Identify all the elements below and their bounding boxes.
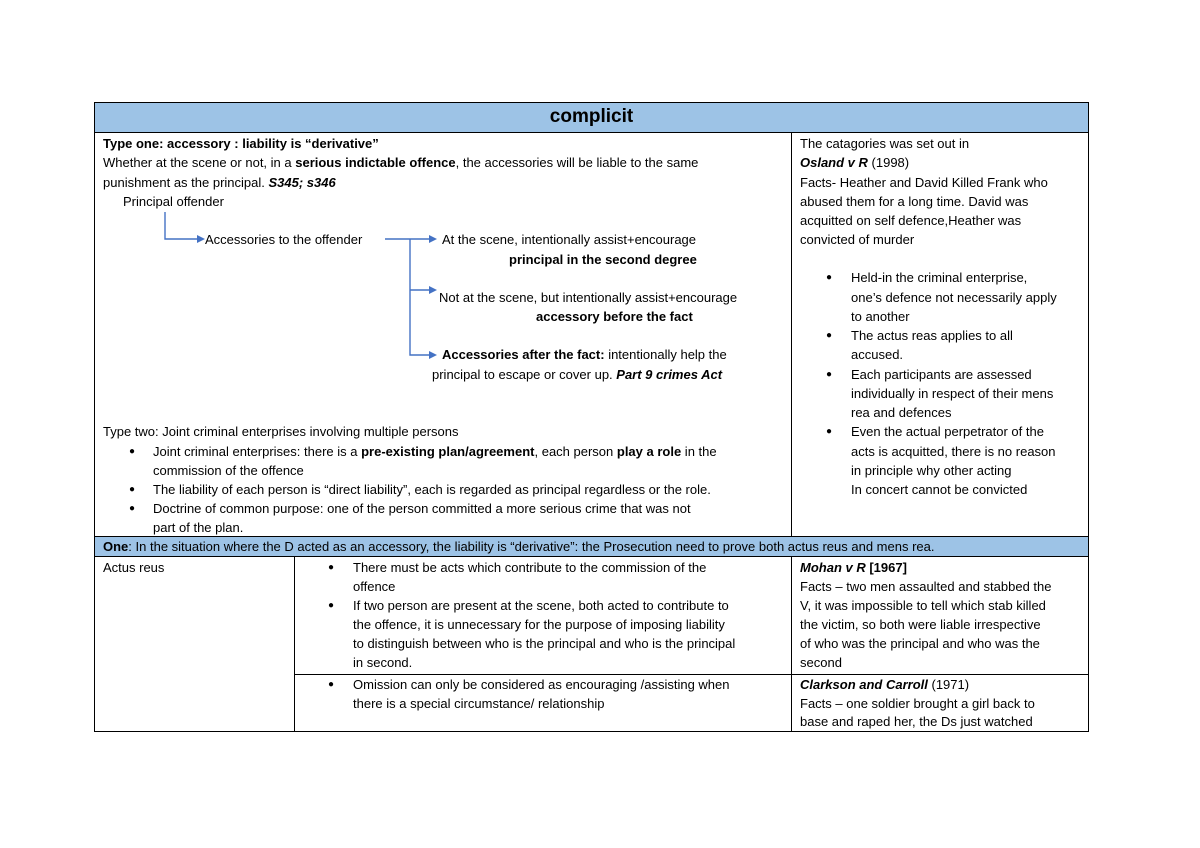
osland-bullet-line: rea and defences	[851, 405, 952, 420]
arrow-trunk	[410, 239, 430, 355]
branch-after-fact: Accessories after the fact: intentionally help the	[442, 347, 727, 362]
branch-not-at-scene: Not at the scene, but intentionally assist+encourage	[439, 290, 738, 305]
bullet-icon: ●	[328, 679, 335, 690]
type-one-line2: punishment as the principal. S345; s346	[103, 175, 336, 190]
type-one-heading: Type one: accessory : liability is “derivative”	[103, 136, 379, 151]
type-two-bullet3-line2: part of the plan.	[153, 520, 244, 535]
bullet-icon: ●	[826, 369, 833, 380]
mohan-facts-line: V, it was impossible to tell which stab killed	[800, 598, 1046, 613]
one-row-text: One: In the situation where the D acted as an accessory, the liability is “derivative”: the Prosecution need to prove both actus reus and mens rea.	[103, 539, 935, 554]
arrowhead-4	[429, 351, 437, 359]
osland-bullet-line: accused.	[851, 347, 904, 362]
osland-bullet-line: Held-in the criminal enterprise,	[851, 270, 1028, 285]
mohan-facts-line: the victim, so both were liable irrespective	[800, 617, 1041, 632]
osland-bullet-line: Each participants are assessed	[851, 367, 1032, 382]
page-title: complicit	[549, 106, 634, 127]
accessories-to-offender-label: Accessories to the offender	[205, 232, 363, 247]
osland-bullet-line: Even the actual perpetrator of the	[851, 424, 1044, 439]
omission-bullet-line: there is a special circumstance/ relationship	[353, 696, 605, 711]
type-two-heading: Type two: Joint criminal enterprises involving multiple persons	[103, 424, 459, 439]
osland-bullet-line: one’s defence not necessarily apply	[851, 290, 1057, 305]
omission-bullet-line: Omission can only be considered as encouraging /assisting when	[353, 677, 730, 692]
osland-bullet-line: acts is acquitted, there is no reason	[851, 444, 1056, 459]
clarkson-facts-line: base and raped her, the Ds just watched	[800, 714, 1033, 729]
arrow-principal-to-accessories	[165, 212, 198, 239]
osland-facts-line: abused them for a long time. David was	[800, 194, 1029, 209]
mohan-facts-line: Facts – two men assaulted and stabbed the	[800, 579, 1052, 594]
actus-bullet-line: in second.	[353, 655, 413, 670]
osland-facts-line: acquitted on self defence,Heather was	[800, 213, 1022, 228]
bullet-icon: ●	[328, 562, 335, 573]
actus-reus-label: Actus reus	[103, 560, 165, 575]
categories-intro: The catagories was set out in	[800, 136, 970, 151]
type-two-bullet2: The liability of each person is “direct liability”, each is regarded as principal regardless or the role.	[153, 482, 711, 497]
osland-case: Osland v R (1998)	[800, 155, 910, 170]
bullet-icon: ●	[826, 330, 833, 341]
arrowhead-1	[197, 235, 205, 243]
osland-bullet-line: The actus reas applies to all	[851, 328, 1013, 343]
bullet-icon: ●	[129, 503, 136, 514]
osland-facts-line: Facts- Heather and David Killed Frank who	[800, 175, 1048, 190]
actus-bullet-line: If two person are present at the scene, both acted to contribute to	[353, 598, 729, 613]
mohan-facts-line: of who was the principal and who was the	[800, 636, 1040, 651]
clarkson-facts-line: Facts – one soldier brought a girl back to	[800, 696, 1035, 711]
actus-bullet-line: There must be acts which contribute to the commission of the	[353, 560, 707, 575]
clarkson-case: Clarkson and Carroll (1971)	[800, 677, 970, 692]
osland-bullet-line: In concert cannot be convicted	[851, 482, 1028, 497]
arrowhead-3	[429, 286, 437, 294]
osland-bullet-line: to another	[851, 309, 910, 324]
branch-at-scene-term: principal in the second degree	[509, 252, 697, 267]
bullet-icon: ●	[129, 446, 136, 457]
osland-bullet-line: in principle why other acting	[851, 463, 1012, 478]
mohan-case: Mohan v R [1967]	[800, 560, 907, 575]
branch-not-at-scene-term: accessory before the fact	[536, 309, 693, 324]
bullet-icon: ●	[826, 426, 833, 437]
bullet-icon: ●	[328, 600, 335, 611]
principal-offender-label: Principal offender	[123, 194, 224, 209]
arrowhead-2	[429, 235, 437, 243]
bullet-icon: ●	[129, 484, 136, 495]
mohan-facts-line: second	[800, 655, 842, 670]
type-one-line1: Whether at the scene or not, in a serious indictable offence, the accessories will be liable to the same	[103, 155, 699, 170]
actus-bullet-line: the offence, it is unnecessary for the purpose of imposing liability	[353, 617, 725, 632]
branch-after-fact-line2: principal to escape or cover up. Part 9 crimes Act	[432, 367, 723, 382]
type-two-bullet1: Joint criminal enterprises: there is a pre-existing plan/agreement, each person play a role in the	[153, 444, 717, 459]
type-two-bullet3: Doctrine of common purpose: one of the person committed a more serious crime that was not	[153, 501, 691, 516]
type-two-bullet1-line2: commission of the offence	[153, 463, 304, 478]
actus-bullet-line: to distinguish between who is the principal and who is the principal	[353, 636, 736, 651]
osland-facts-line: convicted of murder	[800, 232, 915, 247]
actus-bullet-line: offence	[353, 579, 396, 594]
branch-at-scene: At the scene, intentionally assist+encourage	[442, 232, 697, 247]
osland-bullet-line: individually in respect of their mens	[851, 386, 1054, 401]
bullet-icon: ●	[826, 272, 833, 283]
